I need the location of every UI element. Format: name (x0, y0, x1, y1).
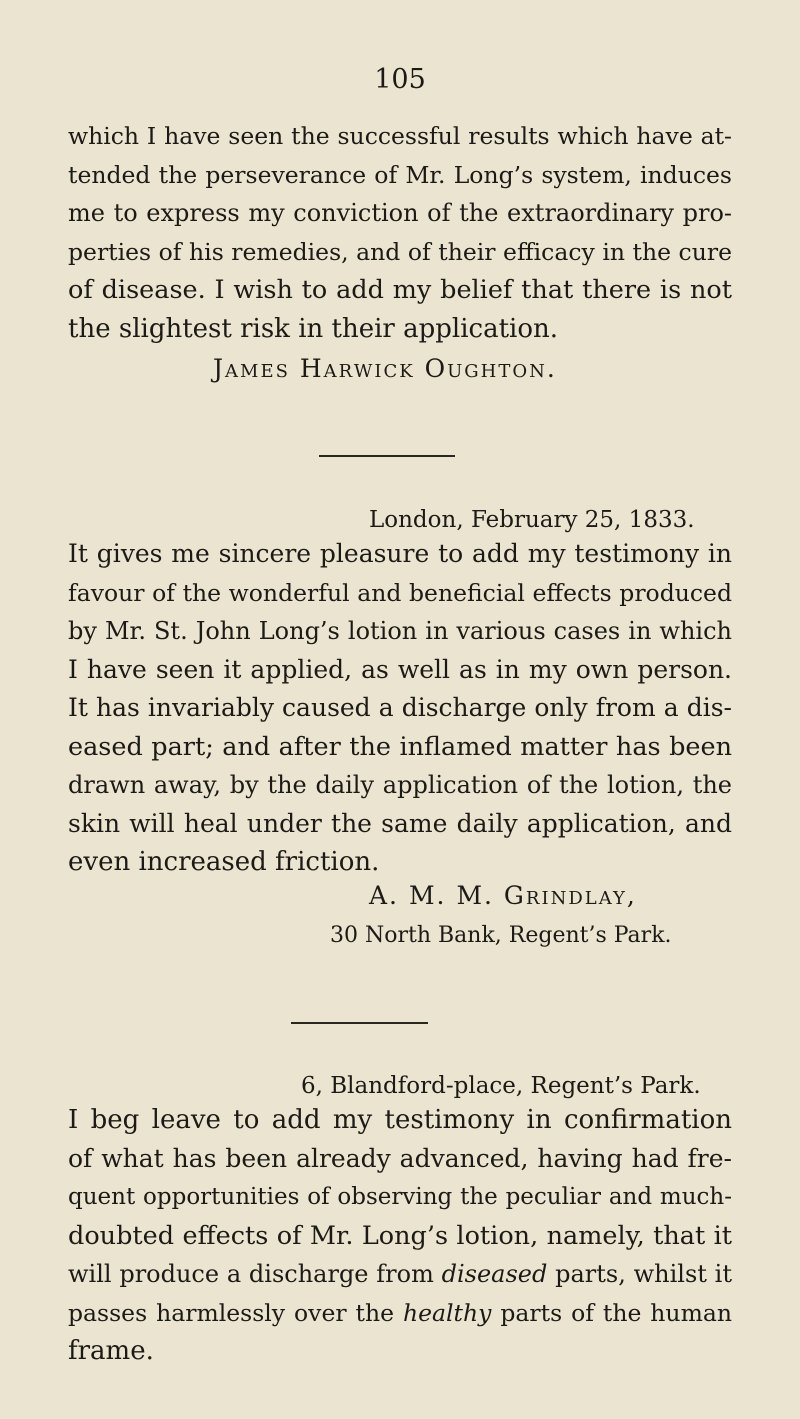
section-divider (291, 1022, 428, 1024)
text-line: I beg leave to add my testimony in confirmation (68, 1105, 732, 1135)
text-line: skin will heal under the same daily application, and (68, 808, 732, 838)
text-line: doubted effects of Mr. Long’s lotion, namely, that it (68, 1220, 732, 1251)
signature-oughton: James Harwick Oughton. (213, 354, 557, 383)
text-line: which I have seen the successful results which have at- (68, 122, 732, 150)
section-divider (319, 455, 455, 457)
text-line (68, 1294, 732, 1333)
text-line: frame. (68, 1336, 154, 1366)
text-line: by Mr. St. John Long’s lotion in various cases in which (68, 617, 732, 645)
text-line: favour of the wonderful and beneficial effects produced (68, 578, 732, 607)
signature-grindlay: A. M. M. Grindlay, (369, 881, 637, 910)
text-line: perties of his remedies, and of their efficacy in the cure (68, 237, 732, 266)
text-line: eased part; and after the inflamed matter has been (68, 731, 732, 762)
text-line: even increased friction. (68, 847, 380, 877)
text-line: It has invariably caused a discharge only from a dis- (68, 693, 732, 722)
text-fragment: will produce a discharge from (68, 1260, 442, 1288)
dateline-blandford: 6, Blandford-place, Regent’s Park. (301, 1073, 701, 1099)
text-line (68, 1255, 732, 1294)
text-fragment: parts of the human (491, 1298, 732, 1327)
text-line: It gives me sincere pleasure to add my testimony in (68, 539, 732, 568)
text-line: quent opportunities of observing the peculiar and much- (68, 1184, 732, 1210)
page-number: 105 (374, 64, 426, 95)
text-line: me to express my conviction of the extraordinary pro- (68, 199, 732, 227)
testimonial-grindlay-text (68, 535, 732, 882)
emphasis-diseased: diseased (441, 1260, 548, 1288)
text-fragment: passes harmlessly over the (68, 1298, 403, 1327)
testimonial-third-text (68, 1101, 732, 1371)
testimonial-oughton-text (68, 117, 732, 348)
text-line: tended the perseverance of Mr. Long’s system, induces (68, 160, 732, 189)
dateline-london: London, February 25, 1833. (369, 507, 695, 533)
text-fragment: parts, whilst it (547, 1260, 732, 1288)
address-grindlay: 30 North Bank, Regent’s Park. (330, 923, 672, 948)
text-line: the slightest risk in their application. (68, 313, 559, 344)
text-line: drawn away, by the daily application of the lotion, the (68, 771, 732, 799)
emphasis-healthy: healthy (402, 1298, 492, 1327)
text-line: of disease. I wish to add my belief that there is not (68, 275, 732, 305)
text-line: I have seen it applied, as well as in my own person. (68, 654, 732, 684)
text-line: of what has been already advanced, having had fre- (68, 1143, 732, 1173)
